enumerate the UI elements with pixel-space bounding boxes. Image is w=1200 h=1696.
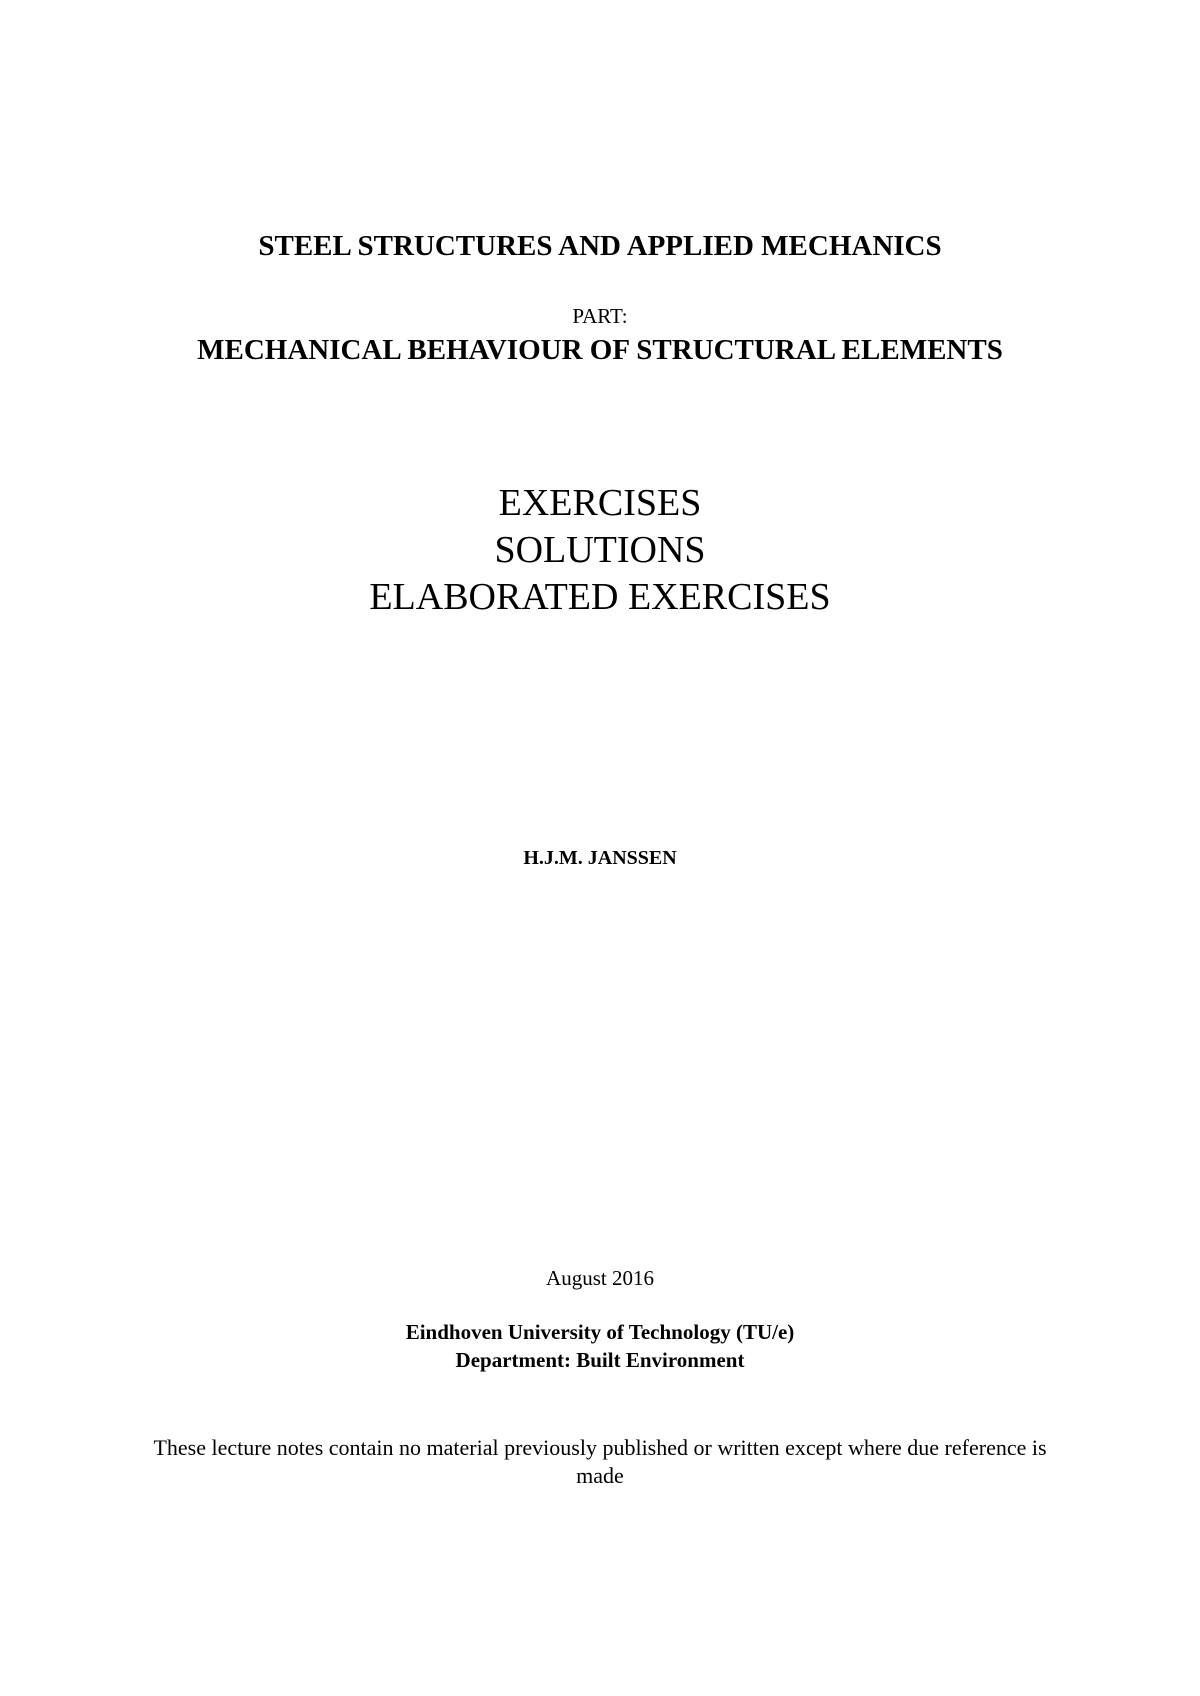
contents-item-exercises: EXERCISES [498, 482, 702, 524]
author-name: H.J.M. JANSSEN [523, 847, 677, 869]
contents-item-elaborated-exercises: ELABORATED EXERCISES [369, 576, 831, 618]
part-title: MECHANICAL BEHAVIOUR OF STRUCTURAL ELEMENTS [197, 334, 1003, 366]
department-name: Department: Built Environment [455, 1348, 745, 1372]
university-name: Eindhoven University of Technology (TU/e) [405, 1320, 795, 1344]
part-label: PART: [572, 304, 628, 328]
contents-item-solutions: SOLUTIONS [494, 529, 706, 571]
originality-disclaimer: These lecture notes contain no material previously published or written except where due reference is made [153, 1435, 1047, 1488]
document-title: STEEL STRUCTURES AND APPLIED MECHANICS [258, 230, 942, 262]
publication-date: August 2016 [546, 1266, 654, 1290]
